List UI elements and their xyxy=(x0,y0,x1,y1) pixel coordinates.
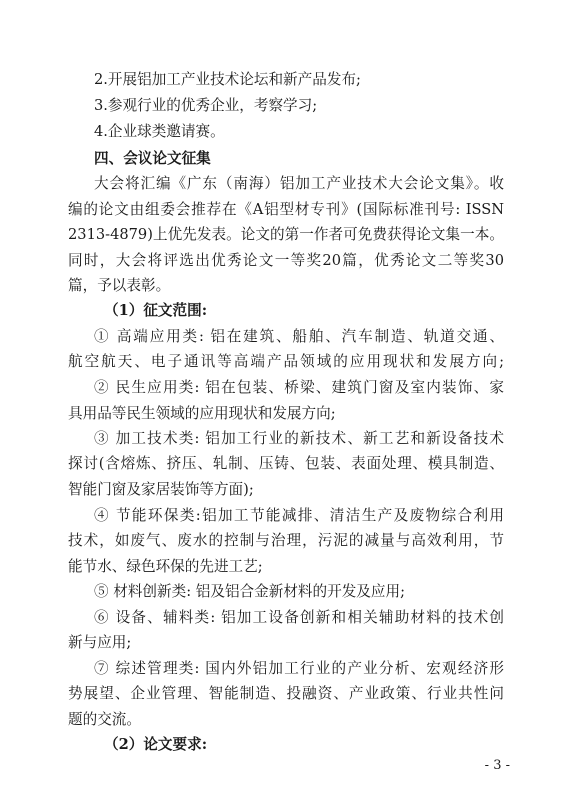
scope-item-2-line-1: ② 民生应用类: 铝在包装、桥梁、建筑门窗及室内装饰、家 xyxy=(94,379,504,396)
intro-line-5: 篇，予以表彰。 xyxy=(68,277,171,294)
scope-item-3-line-1: ③ 加工技术类: 铝加工行业的新技术、新工艺和新设备技术 xyxy=(94,430,504,447)
intro-line-3: 2313-4879)上优先发表。论文的第一作者可免费获得论文集一本。 xyxy=(68,226,504,243)
scope-item-2-line-2: 具用品等民生领域的应用现状和发展方向; xyxy=(68,405,336,422)
activity-item-2: 2.开展铝加工产业技术论坛和新产品发布; xyxy=(94,71,361,88)
scope-item-6-line-1: ⑥ 设备、辅料类: 铝加工设备创新和相关辅助材料的技术创 xyxy=(94,609,504,626)
scope-item-4-line-2: 技术，如废气、废水的控制与治理，污泥的减量与高效利用，节 xyxy=(68,532,504,549)
scope-item-7-line-3: 题的交流。 xyxy=(68,711,141,728)
scope-item-5: ⑤ 材料创新类: 铝及铝合金新材料的开发及应用; xyxy=(94,583,405,600)
scope-item-3-line-3: 智能门窗及家居装饰等方面); xyxy=(68,481,254,498)
activity-item-4: 4.企业球类邀请赛。 xyxy=(94,123,225,140)
scope-item-6-line-2: 新与应用; xyxy=(68,634,132,651)
scope-item-1-line-2: 航空航天、电子通讯等高端产品领域的应用现状和发展方向; xyxy=(68,353,504,370)
scope-item-3-line-2: 探讨(含熔炼、挤压、轧制、压铸、包装、表面处理、模具制造、 xyxy=(68,455,504,472)
scope-item-4-line-1: ④ 节能环保类:铝加工节能减排、清洁生产及废物综合利用 xyxy=(94,507,504,524)
intro-line-4: 同时，大会将评选出优秀论文一等奖20篇，优秀论文二等奖30 xyxy=(68,252,504,269)
scope-heading: （1）征文范围: xyxy=(104,302,208,319)
scope-item-7-line-2: 势展望、企业管理、智能制造、投融资、产业政策、行业共性问 xyxy=(68,685,504,702)
scope-item-1-line-1: ① 高端应用类: 铝在建筑、船舶、汽车制造、轨道交通、 xyxy=(94,328,504,345)
intro-line-2: 编的论文由组委会推荐在《A铝型材专刊》(国际标准刊号: ISSN xyxy=(68,201,504,218)
requirements-heading: （2）论文要求: xyxy=(104,736,208,753)
intro-line-1: 大会将汇编《广东（南海）铝加工产业技术大会论文集》。收 xyxy=(94,175,504,192)
section-heading: 四、会议论文征集 xyxy=(94,150,211,167)
page-number: - 3 - xyxy=(484,758,510,773)
scope-item-7-line-1: ⑦ 综述管理类: 国内外铝加工行业的产业分析、宏观经济形 xyxy=(94,660,504,677)
scope-item-4-line-3: 能节水、绿色环保的先进工艺; xyxy=(68,558,263,575)
activity-item-3: 3.参观行业的优秀企业，考察学习; xyxy=(94,97,318,114)
